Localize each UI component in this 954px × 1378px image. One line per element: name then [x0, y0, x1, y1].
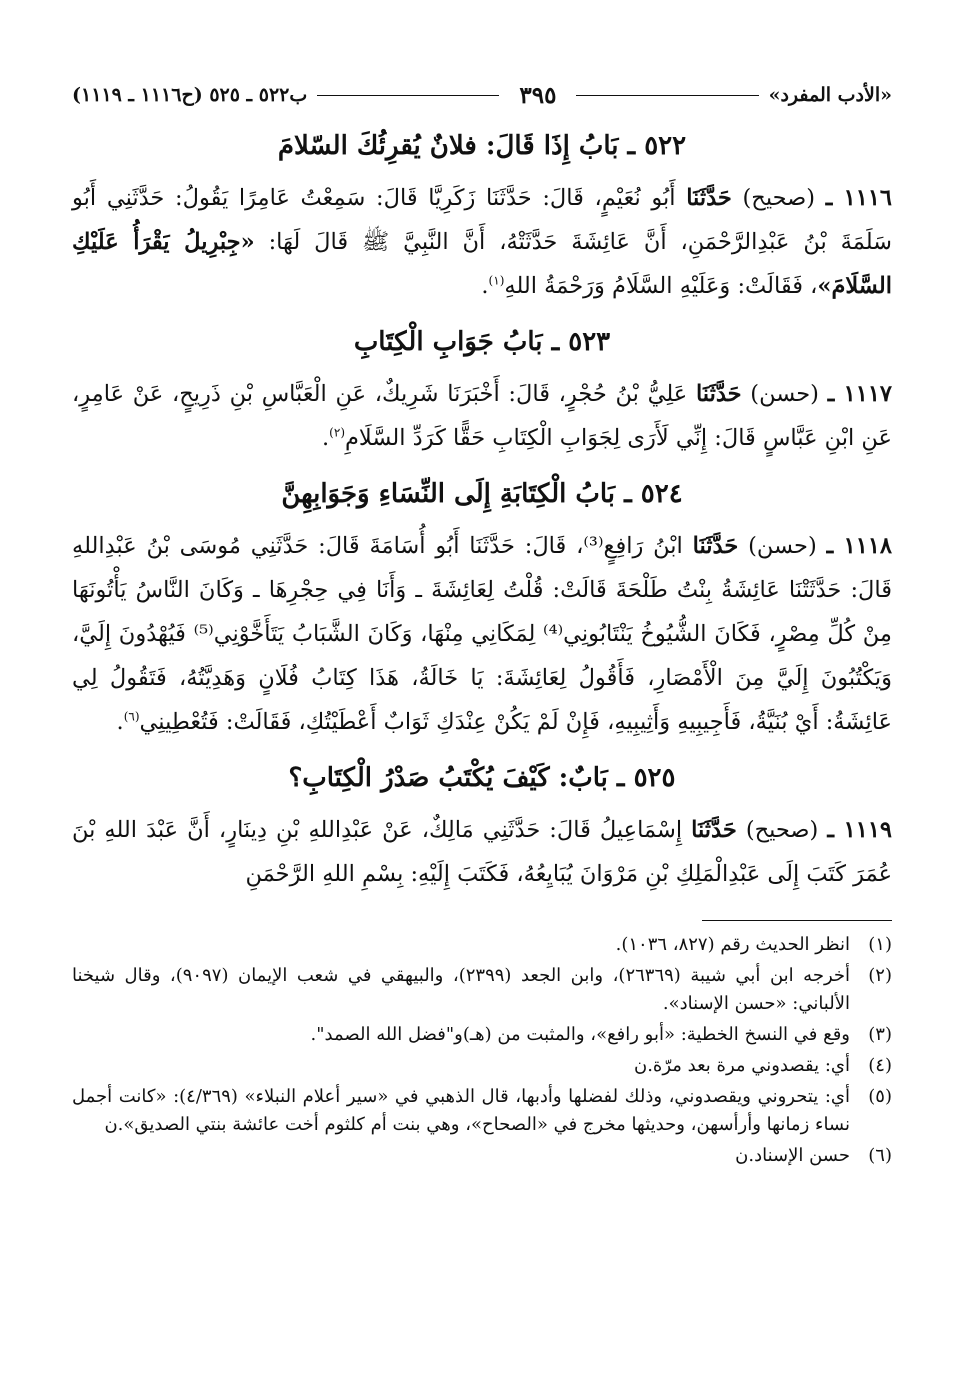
header-rule [317, 95, 499, 96]
hadith-opening: حَدَّثَنَا [692, 533, 739, 559]
footnote-mark: (٥) [868, 1086, 892, 1107]
footnote-text: وقع في النسخ الخطية: «أبو رافع»، والمثبت من (هـ)و"فضل الله الصمد". [310, 1024, 850, 1045]
book-page [72, 78, 892, 1173]
footnote-ref[interactable]: (١) [488, 273, 505, 288]
hadith-text: أَبُو نُعَيْمٍ، قَالَ: حَدَّثَنَا زَكَرِيَّا قَالَ: سَمِعْتُ عَامِرًا يَقُولُ: حَدَّثَنِي أَبُو سَلَمَةَ بْنُ عَبْدِالرَّحْمَنِ، أَنَّ عَائِشَةَ حَدَّثَتْهُ، أَنَّ النَّبِيَّ ﷺ قَالَ لَهَا: [72, 185, 893, 255]
chapter-section [72, 758, 892, 896]
footnote-mark: (٤) [868, 1055, 892, 1076]
chapter-heading: ٥٢٢ ـ بَابُ إِذَا قَالَ: فلانٌ يُقرِئُكَ السّلامَ [277, 131, 687, 161]
hadith-grade: (حسن) [748, 533, 817, 559]
hadith-text: إِسْمَاعِيلُ قَالَ: حَدَّثَنِي مَالِكٌ، عَنْ عَبْدِاللهِ بْنِ دِينَارٍ، أَنَّ عَبْدَ اللهِ بْنَ عُمَرَ كَتَبَ إِلَى عَبْدِالْمَلِكِ بْنِ مَرْوَانَ يُبَايِعُهُ، فَكَتَبَ إِلَيْهِ: بِسْمِ اللهِ الرَّحْمَنِ [72, 817, 892, 887]
hadith-number: ١١١٨ ـ [826, 533, 893, 559]
footnote [72, 962, 892, 1018]
footnote-mark: (٦) [868, 1145, 892, 1166]
chapter-heading: ٥٢٣ ـ بَابُ جَوَابِ الْكِتَابِ [353, 327, 611, 357]
chapter-section [72, 474, 892, 744]
hadith-closing: . [322, 425, 330, 451]
chapter-range: ب٥٢٢ ـ ٥٢٥ (ح١١١٦ ـ ١١١٩) [71, 84, 308, 106]
footnote-mark: (٢) [868, 965, 892, 986]
footnote [72, 1083, 892, 1139]
footnote [72, 1021, 892, 1049]
footnote-text: أخرجه ابن أبي شيبة (٢٦٣٦٩)، وابن الجعد (٢٣٩٩)، والبيهقي في شعب الإيمان (٩٠٩٧)، وقال شيخنا الألباني: «حسن الإسناد». [72, 965, 851, 1014]
footnote-text: أي: يتحروني ويقصدوني، وذلك لفضلها وأدبها، قال الذهبي في «سير أعلام النبلاء» (٤/٣٦٩): «كانت أجمل نساء زمانها وأرأسهن، وحديثها مخرج في «الصحاح»، وهي بنت أم كلثوم أخت عائشة بنتي الصديق».ن [72, 1086, 851, 1135]
footnote [72, 1142, 892, 1170]
footnote [72, 1052, 892, 1080]
hadith-quote: «جِبْرِيلُ يَقْرَأُ عَلَيْكِ السَّلَامَ» [72, 229, 892, 299]
header-rule [576, 95, 758, 96]
hadith-closing: . [481, 273, 489, 299]
footnote-mark: (٣) [868, 1024, 892, 1045]
footnote-text: أي: يقصدوني مرة بعد مرّة.ن [633, 1055, 850, 1076]
hadith-ending: ، فَقَالَتْ: وَعَلَيْهِ السَّلَامُ وَرَحْمَةُ اللهِ [504, 273, 818, 299]
hadith-grade: (حسن) [750, 381, 819, 407]
hadith-paragraph [72, 808, 892, 896]
footnote-divider [702, 920, 892, 921]
hadith-paragraph [72, 176, 892, 308]
footnote [72, 931, 892, 959]
footnote-ref[interactable]: (٦) [123, 709, 140, 724]
hadith-opening: حَدَّثَنَا [691, 817, 737, 843]
hadith-closing: . [116, 709, 124, 735]
chapter-heading: ٥٢٥ ـ بَابٌ: كَيْفَ يُكْتَبُ صَدْرُ الْكِتَابِ؟ [288, 763, 676, 793]
chapter-section [72, 322, 892, 460]
running-header [72, 78, 892, 112]
footnote-text: حسن الإسناد.ن [735, 1145, 850, 1166]
page-number: ٣٩٥ [519, 81, 557, 109]
footnote-ref[interactable]: (٢) [329, 425, 345, 440]
hadith-paragraph [72, 524, 892, 744]
hadith-number: ١١١٧ ـ [827, 381, 893, 407]
hadith-opening: حَدَّثَنَا [686, 185, 732, 211]
footnote-text: انظر الحديث رقم (٨٢٧، ١٠٣٦). [615, 934, 850, 955]
hadith-grade: (صحيح) [742, 185, 816, 211]
footnotes [72, 931, 892, 1170]
hadith-opening: حَدَّثَنَا [695, 381, 742, 407]
chapter-section [72, 126, 892, 308]
chapter-heading: ٥٢٤ ـ بَابُ الْكِتَابَةِ إِلَى النِّسَاءِ وَجَوَابِهِنَّ [281, 479, 683, 509]
hadith-text: ابْنُ رَافِعٍ⁽³⁾، قَالَ: حَدَّثَنَا أَبُو أُسَامَةَ قَالَ: حَدَّثَنِي مُوسَى بْنُ عَبْدِاللهِ قَالَ: حَدَّثَتْنَا عَائِشَةُ بِنْتُ طَلْحَةَ قَالَتْ: قُلْتُ لِعَائِشَةَ ـ وَأَنَا فِي حِجْرِهَا ـ وَكَانَ النَّاسُ يَأْتُونَهَا مِنْ كُلِّ مِصْرٍ، فَكَانَ الشُّيُوخُ يَنْتَابُونِي⁽⁴⁾ لِمَكَانِي مِنْهَا، وَكَانَ الشَّبَابُ يَتَأَخَّوْنِي⁽⁵⁾ فَيُهْدُونَ إِلَيَّ، وَيَكْتُبُونَ إِلَيَّ مِنَ الْأَمْصَارِ، فَأَقُولُ لِعَائِشَةَ: يَا خَالَةُ، هَذَا كِتَابُ فُلَانٍ وَهَدِيَّتُهُ، فَتَقُولُ لِي عَائِشَةُ: أَيْ بُنَيَّةُ، فَأَجِيبِيهِ وَأَثِيبِيهِ، فَإِنْ لَمْ يَكُنْ عِنْدَكِ ثَوَابٌ أَعْطَيْتُكِ، فَقَالَتْ: فَتُعْطِينِي [72, 533, 892, 735]
hadith-number: ١١١٦ ـ [825, 185, 893, 211]
footnote-mark: (١) [868, 934, 892, 955]
hadith-paragraph [72, 372, 892, 460]
hadith-number: ١١١٩ ـ [827, 817, 893, 843]
hadith-text: عَلِيُّ بْنُ حُجْرٍ، قَالَ: أَخْبَرَنَا شَرِيكٌ، عَنِ الْعَبَّاسِ بْنِ ذَرِيحٍ، عَنْ عَامِرٍ، عَنِ ابْنِ عَبَّاسٍ قَالَ: إِنِّي لَأَرَى لِجَوَابِ الْكِتَابِ حَقًّا كَرَدِّ السَّلَامِ [72, 381, 892, 451]
hadith-grade: (صحيح) [745, 817, 819, 843]
book-title: «الأدب المفرد» [768, 84, 892, 106]
